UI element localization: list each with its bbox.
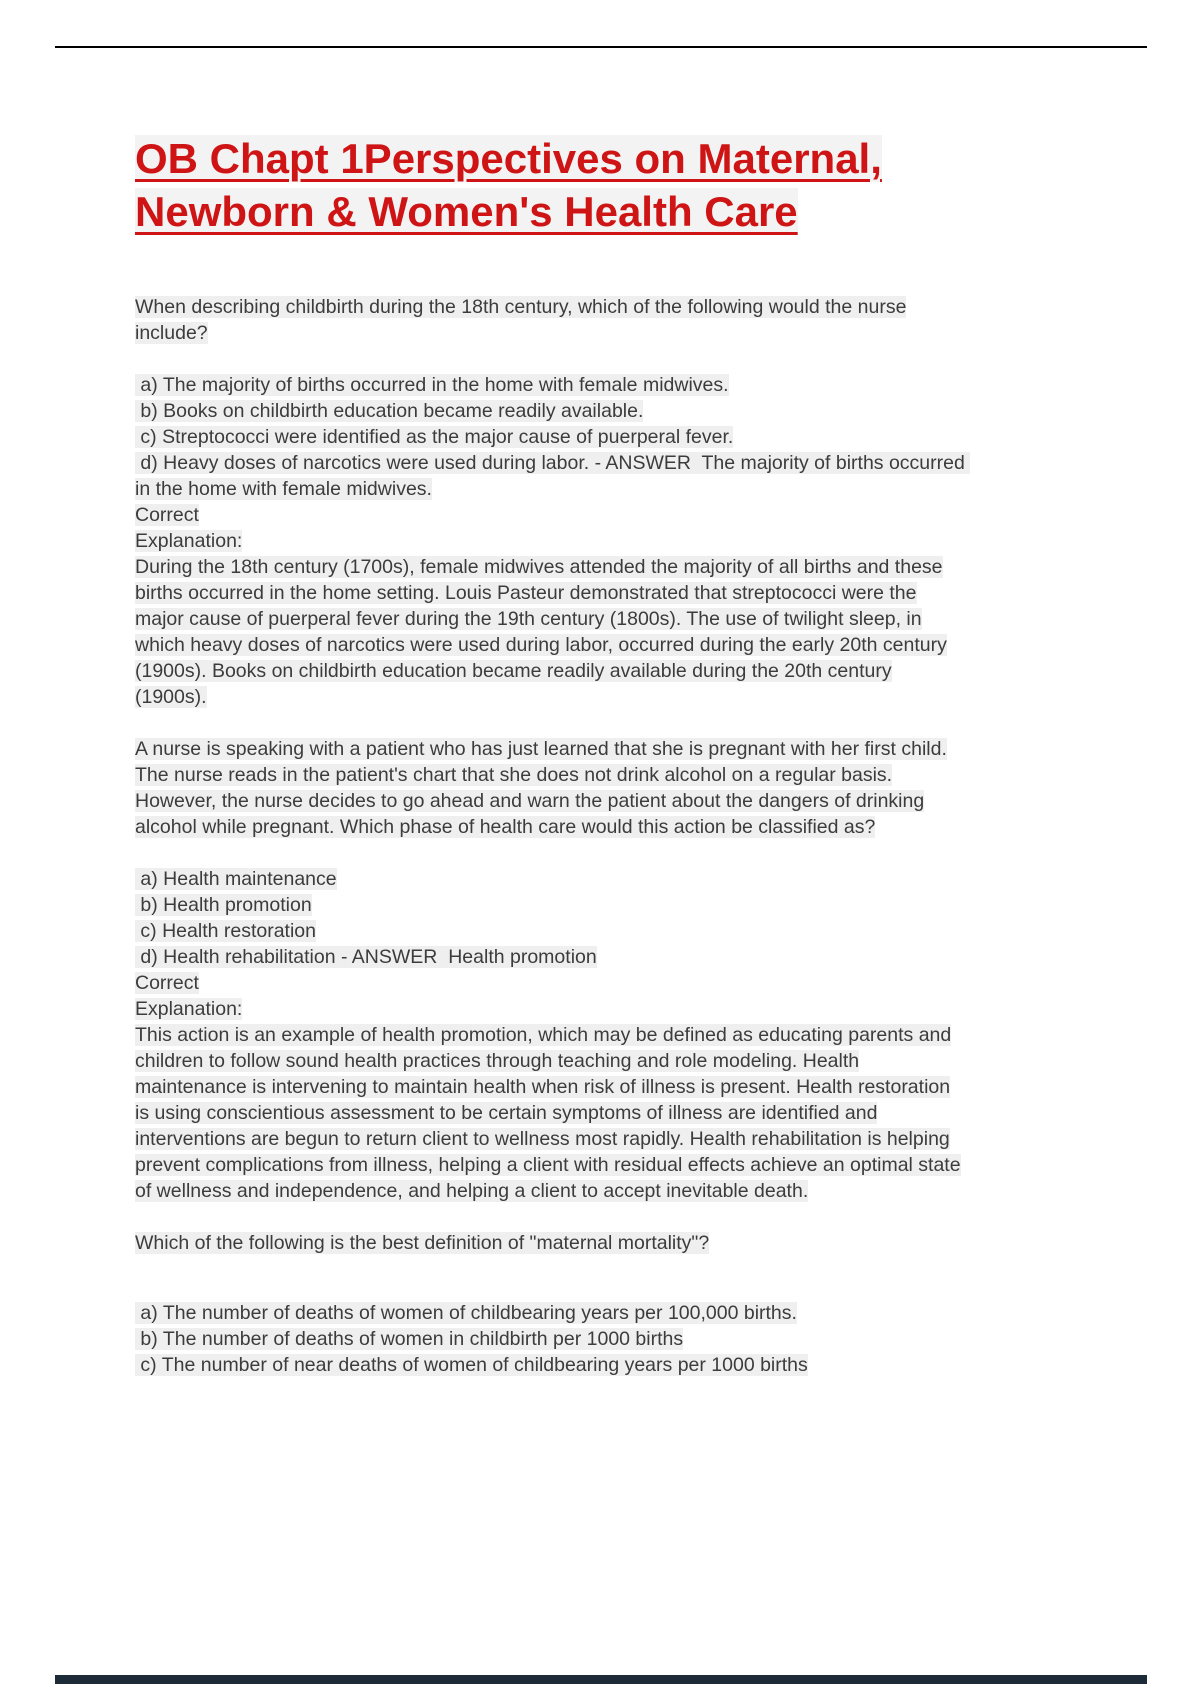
option-a: a) Health maintenance: [135, 868, 337, 890]
top-rule: [55, 46, 1147, 48]
correct-label: Correct: [135, 972, 199, 994]
explanation-text: This action is an example of health promotion, which may be defined as educating parents and children to follow sound health practices through teaching and role modeling. Health maintenance is intervening to maintain health when risk of illness is present. Health restoration is using conscientious assessment to be certain symptoms of illness are identified and interventions are begun to return client to wellness most rapidly. Health rehabilitation is helping prevent complications from illness, helping a client with residual effects achieve an optimal state of wellness and independence, and helping a client to accept inevitable death.: [135, 1024, 961, 1202]
question-block-1: [135, 294, 971, 710]
document-title: [135, 132, 968, 238]
footer-bar: [55, 1675, 1147, 1684]
explanation-text: During the 18th century (1700s), female midwives attended the majority of all births and these births occurred in the home setting. Louis Pasteur demonstrated that streptococci were the major cause of puerperal fever during the 19th century (1800s). The use of twilight sleep, in which heavy doses of narcotics were used during labor, occurred during the early 20th century (1900s). Books on childbirth education became readily available during the 20th century (1900s).: [135, 556, 947, 708]
explanation-label: Explanation:: [135, 530, 243, 552]
options-list: [135, 372, 971, 502]
document-title-text: OB Chapt 1Perspectives on Maternal, Newborn & Women's Health Care: [135, 135, 882, 235]
option-d-with-answer: d) Health rehabilitation - ANSWER Health promotion: [135, 946, 597, 968]
question-text: When describing childbirth during the 18th century, which of the following would the nurse include?: [135, 296, 907, 344]
option-c: c) Streptococci were identified as the major cause of puerperal fever.: [135, 426, 734, 448]
option-c: c) Health restoration: [135, 920, 316, 942]
options-list: [135, 1300, 968, 1378]
question-block-3: [135, 1230, 968, 1378]
option-a: a) The majority of births occurred in the home with female midwives.: [135, 374, 729, 396]
explanation-label: Explanation:: [135, 998, 243, 1020]
option-c: c) The number of near deaths of women of childbearing years per 1000 births: [135, 1354, 808, 1376]
document-content: [135, 132, 971, 1404]
option-d-with-answer: d) Heavy doses of narcotics were used during labor. - ANSWER The majority of births occurred in the home with female midwives.: [135, 452, 971, 500]
question-block-2: [135, 736, 968, 1204]
question-text: A nurse is speaking with a patient who has just learned that she is pregnant with her first child. The nurse reads in the patient's chart that she does not drink alcohol on a regular basis. However, the nurse decides to go ahead and warn the patient about the dangers of drinking alcohol while pregnant. Which phase of health care would this action be classified as?: [135, 738, 947, 838]
correct-label: Correct: [135, 504, 199, 526]
question-text: Which of the following is the best definition of "maternal mortality"?: [135, 1232, 710, 1254]
options-list: [135, 866, 968, 970]
option-b: b) The number of deaths of women in childbirth per 1000 births: [135, 1328, 684, 1350]
option-a: a) The number of deaths of women of childbearing years per 100,000 births.: [135, 1302, 797, 1324]
option-b: b) Health promotion: [135, 894, 312, 916]
option-b: b) Books on childbirth education became readily available.: [135, 400, 644, 422]
